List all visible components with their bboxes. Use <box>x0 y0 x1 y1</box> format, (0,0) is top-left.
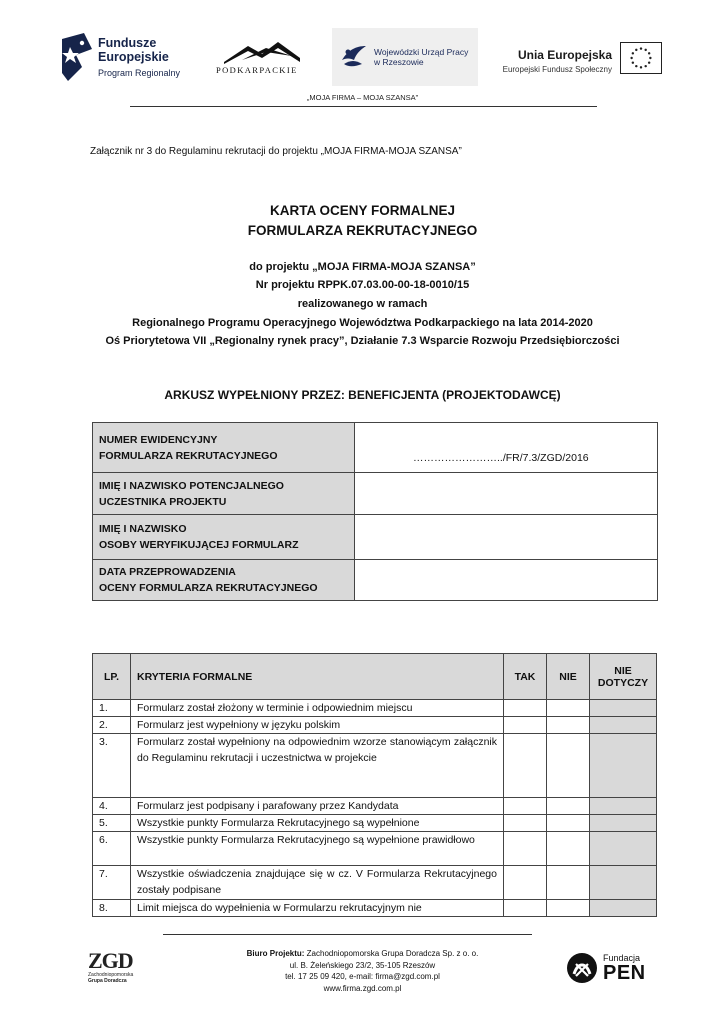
zgd-line2: Grupa Doradcza <box>88 978 127 984</box>
fundusze-star-icon <box>62 33 92 81</box>
col-not-applicable: NIE DOTYCZY <box>590 654 657 700</box>
not-applicable-cell <box>590 717 657 734</box>
podkarpackie-text: PODKARPACKIE <box>216 65 298 75</box>
yes-cell[interactable] <box>504 815 547 832</box>
fundusze-line2: Europejskie <box>98 50 169 64</box>
col-lp: LP. <box>93 654 131 700</box>
criterion-text: Wszystkie punkty Formularza Rekrutacyjnego są wypełnione prawidłowo <box>131 832 504 866</box>
not-applicable-cell <box>590 798 657 815</box>
fundusze-line3: Program Regionalny <box>98 68 181 78</box>
yes-cell[interactable] <box>504 734 547 798</box>
candidate-name-field[interactable] <box>355 473 658 515</box>
wup-line1: Wojewódzki Urząd Pracy <box>374 47 469 57</box>
criteria-header-row <box>93 654 657 700</box>
row-number: 8. <box>93 900 131 917</box>
verifier-name-field[interactable] <box>355 515 658 560</box>
not-applicable-cell <box>590 900 657 917</box>
no-cell[interactable] <box>547 815 590 832</box>
attachment-note: Załącznik nr 3 do Regulaminu rekrutacji do projektu „MOJA FIRMA-MOJA SZANSA” <box>90 146 462 157</box>
ue-subtitle: Europejski Fundusz Społeczny <box>502 65 612 74</box>
podkarpackie-logo <box>212 38 308 78</box>
col-no: NIE <box>547 654 590 700</box>
info-label: IMIĘ I NAZWISKO OSOBY WERYFIKUJĄCEJ FORMULARZ <box>93 515 355 560</box>
not-applicable-cell <box>590 700 657 717</box>
row-number: 6. <box>93 832 131 866</box>
no-cell[interactable] <box>547 717 590 734</box>
yes-cell[interactable] <box>504 717 547 734</box>
wup-line2: w Rzeszowie <box>374 57 424 67</box>
info-row-verifier <box>93 515 658 560</box>
yes-cell[interactable] <box>504 832 547 866</box>
criterion-text: Limit miejsca do wypełnienia w Formularzu rekrutacyjnym nie <box>131 900 504 917</box>
footer-divider <box>163 934 532 935</box>
row-number: 5. <box>93 815 131 832</box>
doc-title-line1: KARTA OCENY FORMALNEJ <box>269 203 455 218</box>
header-divider <box>130 106 597 107</box>
criterion-text: Formularz jest wypełniony w języku polskim <box>131 717 504 734</box>
doc-title-line2: FORMULARZA REKRUTACYJNEGO <box>247 223 478 238</box>
footer-office: Biuro Projektu: Zachodniopomorska Grupa Doradcza Sp. z o. o. <box>246 949 479 958</box>
criteria-table <box>92 653 657 917</box>
table-row <box>93 866 657 900</box>
project-line5: Oś Priorytetowa VII „Regionalny rynek pracy”, Działanie 7.3 Wsparcie Rozwoju Przedsiębiorczości <box>105 335 620 347</box>
project-line2: Nr projektu RPPK.07.03.00-00-18-0010/15 <box>255 279 470 291</box>
not-applicable-cell <box>590 832 657 866</box>
wup-bird-icon <box>338 42 368 72</box>
criterion-text: Formularz jest podpisany i parafowany przez Kandydata <box>131 798 504 815</box>
table-row <box>93 717 657 734</box>
wup-logo <box>332 28 478 86</box>
project-line4: Regionalnego Programu Operacyjnego Województwa Podkarpackiego na lata 2014-2020 <box>132 317 593 329</box>
zgd-line1: Zachodniopomorska <box>88 972 134 978</box>
table-row <box>93 832 657 866</box>
yes-cell[interactable] <box>504 798 547 815</box>
criterion-text: Wszystkie oświadczenia znajdujące się w cz. V Formularza Rekrutacyjnego zostały podpisane <box>131 866 504 900</box>
no-cell[interactable] <box>547 900 590 917</box>
assessment-date-field[interactable] <box>355 560 658 601</box>
row-number: 7. <box>93 866 131 900</box>
table-row <box>93 900 657 917</box>
col-criterion: KRYTERIA FORMALNE <box>131 654 504 700</box>
footer-address: ul. B. Żeleńskiego 23/2, 35-105 Rzeszów <box>289 961 436 970</box>
yes-cell[interactable] <box>504 866 547 900</box>
no-cell[interactable] <box>547 734 590 798</box>
no-cell[interactable] <box>547 832 590 866</box>
col-yes: TAK <box>504 654 547 700</box>
info-label: DATA PRZEPROWADZENIA OCENY FORMULARZA REKRUTACYJNEGO <box>93 560 355 601</box>
no-cell[interactable] <box>547 798 590 815</box>
yes-cell[interactable] <box>504 700 547 717</box>
criterion-text: Formularz został złożony w terminie i odpowiednim miejscu <box>131 700 504 717</box>
yes-cell[interactable] <box>504 900 547 917</box>
not-applicable-cell <box>590 734 657 798</box>
fundusze-line1: Fundusze <box>98 36 157 50</box>
project-motto: „MOJA FIRMA – MOJA SZANSA” <box>306 93 419 102</box>
fundusze-europejskie-logo <box>62 30 202 86</box>
pen-foundation-logo <box>566 950 646 990</box>
footer-contact: tel. 17 25 09 420, e-mail: firma@zgd.com.pl <box>285 972 440 981</box>
row-number: 3. <box>93 734 131 798</box>
zgd-mark: ZGD <box>88 948 133 973</box>
eu-flag-icon <box>620 42 662 74</box>
pen-line2: PEN <box>603 962 646 984</box>
info-label: IMIĘ I NAZWISKO POTENCJALNEGO UCZESTNIKA PROJEKTU <box>93 473 355 515</box>
info-row-date <box>93 560 658 601</box>
table-row <box>93 734 657 798</box>
not-applicable-cell <box>590 866 657 900</box>
info-row-registration <box>93 423 658 473</box>
header-logos <box>62 28 662 88</box>
footer-www[interactable]: www.firma.zgd.com.pl <box>323 984 402 993</box>
pen-line1: Fundacja <box>603 953 641 963</box>
no-cell[interactable] <box>547 700 590 717</box>
project-line1: do projektu „MOJA FIRMA-MOJA SZANSA” <box>249 261 476 273</box>
info-label: NUMER EWIDENCYJNY FORMULARZA REKRUTACYJNEGO <box>93 423 355 473</box>
row-number: 2. <box>93 717 131 734</box>
no-cell[interactable] <box>547 866 590 900</box>
criterion-text: Wszystkie punkty Formularza Rekrutacyjnego są wypełnione <box>131 815 504 832</box>
not-applicable-cell <box>590 815 657 832</box>
project-line3: realizowanego w ramach <box>297 298 428 310</box>
table-row <box>93 700 657 717</box>
table-row <box>93 815 657 832</box>
row-number: 4. <box>93 798 131 815</box>
registration-number-field[interactable]: ……………………../FR/7.3/ZGD/2016 <box>355 423 658 473</box>
info-table <box>92 422 658 601</box>
table-row <box>93 798 657 815</box>
info-row-candidate <box>93 473 658 515</box>
ue-title: Unia Europejska <box>517 48 612 62</box>
criterion-text: Formularz został wypełniony na odpowiednim wzorze stanowiącym załącznik do Regulaminu rekrutacji i uczestnictwa w projekcie <box>131 734 504 798</box>
pen-emblem-icon <box>566 952 598 984</box>
podkarpackie-mountain-icon <box>222 38 302 64</box>
row-number: 1. <box>93 700 131 717</box>
sheet-filled-by: ARKUSZ WYPEŁNIONY PRZEZ: BENEFICJENTA (PROJEKTODAWCĘ) <box>164 388 561 402</box>
